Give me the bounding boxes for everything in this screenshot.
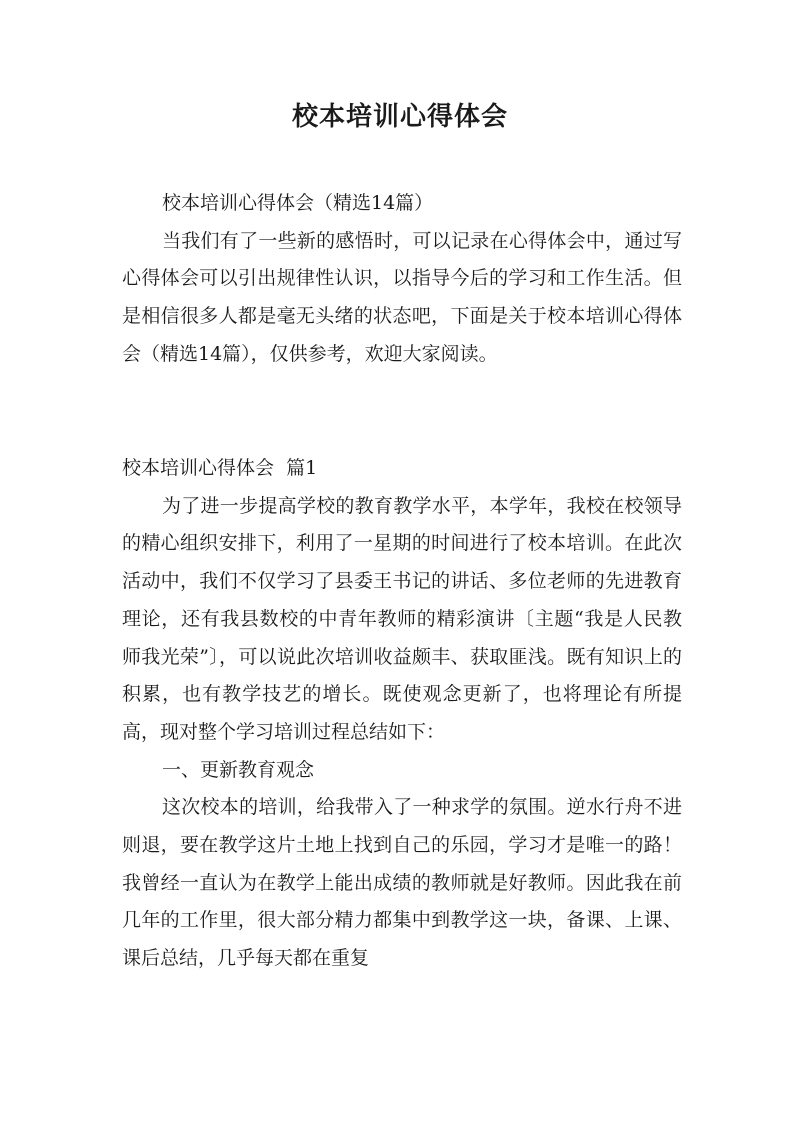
section-heading: 校本培训心得体会 篇1 xyxy=(122,457,318,479)
intro-subtitle: 校本培训心得体会（精选14篇） xyxy=(162,192,434,214)
section-paragraph-2: 这次校本的培训，给我带入了一种求学的氛围。逆水行舟不进则退，要在教学这片土地上找到自己的乐园，学习才是唯一的路！我曾经一直认为在教学上能出成绩的教师就是好教师。因此我在前几年的工作里，很大部分精力都集中到教学这一块，备课、上课、课后总结，几乎每天都在重复 xyxy=(122,796,682,970)
document-title: 校本培训心得体会 xyxy=(291,102,508,132)
intro-block xyxy=(122,185,682,374)
section-paragraph-1: 为了进一步提高学校的教育教学水平，本学年，我校在校领导的精心组织安排下，利用了一星期的时间进行了校本培训。在此次活动中，我们不仅学习了县委王书记的讲话、多位老师的先进教育理论，还有我县数校的中青年教师的精彩演讲〔主题“我是人民教师我光荣”〕，可以说此次培训收益颇丰、获取匪浅。既有知识上的积累，也有教学技艺的增长。既使观念更新了，也将理论有所提高，现对整个学习培训过程总结如下： xyxy=(122,494,682,743)
intro-paragraph: 当我们有了一些新的感悟时，可以记录在心得体会中，通过写心得体会可以引出规律性认识，以指导今后的学习和工作生活。但是相信很多人都是毫无头绪的状态吧，下面是关于校本培训心得体会（精选14篇），仅供参考，欢迎大家阅读。 xyxy=(122,229,682,365)
section-subheading: 一、更新教育观念 xyxy=(162,758,315,781)
section-1 xyxy=(122,450,682,978)
